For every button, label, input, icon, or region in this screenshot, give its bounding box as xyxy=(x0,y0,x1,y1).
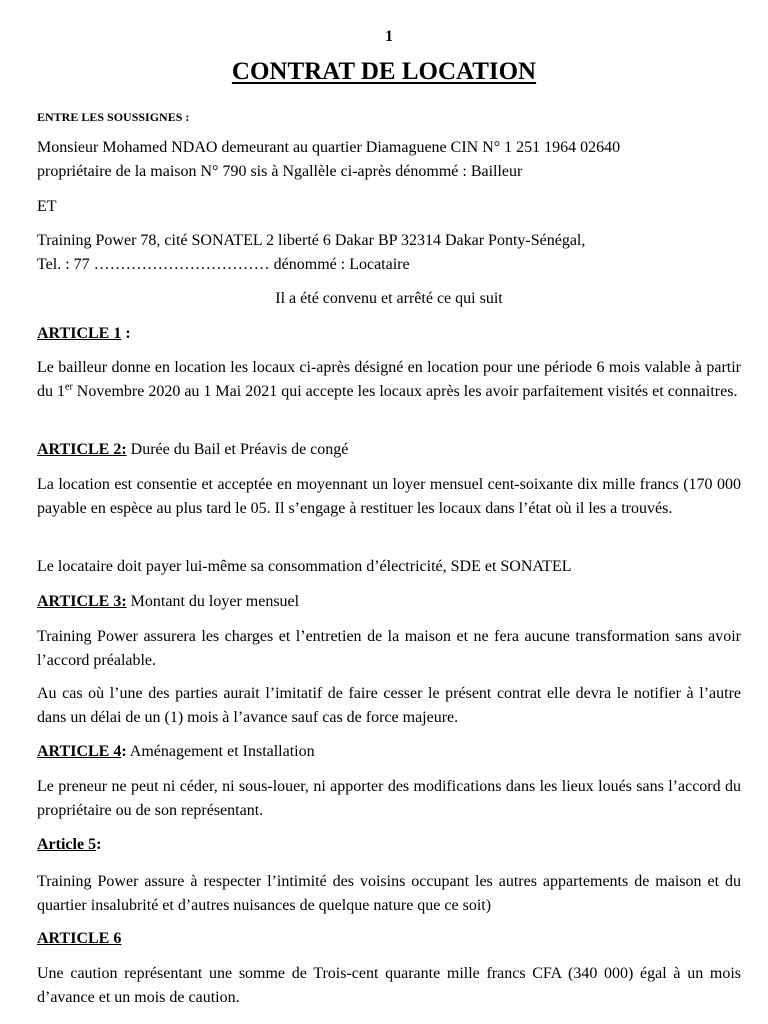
et-separator: ET xyxy=(37,198,57,215)
convention-line: Il a été convenu et arrêté ce qui suit xyxy=(275,290,503,307)
article-5-heading xyxy=(37,833,741,857)
article-1-text-sup: er xyxy=(65,381,73,393)
article-6-heading: ARTICLE 6 xyxy=(37,930,122,947)
article-2-heading-text: ARTICLE 2: xyxy=(37,441,127,458)
page-number: 1 xyxy=(385,28,393,45)
article-6-text: Une caution représentant une somme de Trois-cent quarante mille francs CFA (340 000) égal à un mois d’avance et un mois de caution. xyxy=(37,965,741,1006)
article-4-subtitle: Aménagement et Installation xyxy=(126,743,315,760)
article-2-text-2: Le locataire doit payer lui-même sa consommation d’électricité, SDE et SONATEL xyxy=(37,558,572,575)
article-4-heading-text: ARTICLE 4 xyxy=(37,743,122,760)
article-4-text: Le preneur ne peut ni céder, ni sous-louer, ni apporter des modifications dans les lieux loués sans l’accord du propriétaire ou de son représentant. xyxy=(37,778,741,819)
bailleur-line-1: Monsieur Mohamed NDAO demeurant au quartier Diamaguene CIN N° 1 251 1964 02640 xyxy=(37,139,621,156)
article-5-heading-suffix: : xyxy=(96,836,102,853)
article-5-heading-text: Article 5 xyxy=(37,836,97,853)
article-3-text-1: Training Power assurera les charges et l’entretien de la maison et ne fera aucune transformation sans avoir l’accord préalable. xyxy=(37,628,741,669)
article-2-text-1: La location est consentie et acceptée en moyennant un loyer mensuel cent-soixante dix mille francs (170 000 payable en espèce au plus tard le 05. Il s’engage à restituer les locaux dans l’état où il les a trouvés. xyxy=(37,476,741,517)
article-3-heading xyxy=(37,590,741,614)
parties-label: ENTRE LES SOUSSIGNES : xyxy=(37,110,190,124)
article-3-heading-text: ARTICLE 3: xyxy=(37,593,127,610)
article-1-heading-text: ARTICLE 1 xyxy=(37,325,122,342)
article-4-heading xyxy=(37,740,741,764)
locataire-block xyxy=(37,229,741,276)
article-1-text xyxy=(37,356,741,403)
article-1-text-part1: Le bailleur donne en location les locaux ci-après désigné en location pour une période 6 mois valable à partir du 1 xyxy=(37,359,741,400)
article-2-heading xyxy=(37,438,741,462)
bailleur-line-2: propriétaire de la maison N° 790 sis à Ngallèle ci-après dénommé : Bailleur xyxy=(37,162,523,180)
locataire-line-1: Training Power 78, cité SONATEL 2 liberté 6 Dakar BP 32314 Dakar Ponty-Sénégal, xyxy=(37,232,586,249)
article-4-heading-suffix: : xyxy=(121,743,127,760)
locataire-line-2: Tel. : 77 …………………………… dénommé : Locataire xyxy=(37,255,410,273)
article-1-text-part2: Novembre 2020 au 1 Mai 2021 qui accepte les locaux après les avoir parfaitement visités et connaitres. xyxy=(72,382,738,400)
article-1-heading xyxy=(37,322,741,346)
article-3-text-2: Au cas où l’une des parties aurait l’imitatif de faire cesser le présent contrat elle devra le notifier à l’autre dans un délai de un (1) mois à l’avance sauf cas de force majeure. xyxy=(37,685,741,726)
article-5-text: Training Power assure à respecter l’intimité des voisins occupant les autres appartements de maison et du quartier insalubrité et d’autres nuisances de quelque nature que ce soit) xyxy=(37,873,741,914)
page-title: CONTRAT DE LOCATION xyxy=(231,58,537,85)
article-3-subtitle: Montant du loyer mensuel xyxy=(126,593,300,610)
article-1-heading-suffix: : xyxy=(121,325,131,342)
article-2-subtitle: Durée du Bail et Préavis de congé xyxy=(126,441,349,458)
bailleur-block xyxy=(37,136,741,183)
